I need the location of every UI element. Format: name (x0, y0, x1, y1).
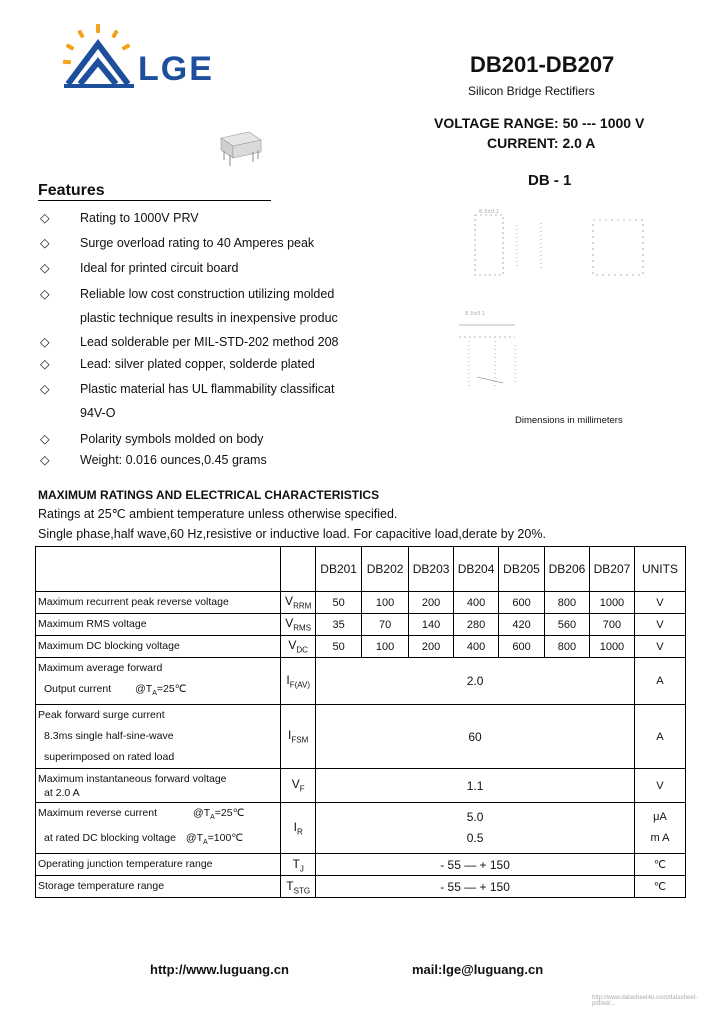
page-subtitle: Silicon Bridge Rectifiers (468, 84, 595, 98)
table-row: Maximum average forward Output current $@T_A=25℃$ $I_{F(AV)}$ 2.0 A (36, 658, 686, 705)
watermark: http://www.datasheet4u.com/datasheet-pdf/ed/... (592, 995, 698, 1007)
ratings-note: Ratings at 25℃ ambient temperature unless otherwise specified. (38, 507, 398, 521)
feature-item: ◇ Reliable low cost construction utilizing molded (40, 287, 335, 301)
diamond-icon: ◇ (40, 211, 50, 225)
logo-icon (60, 22, 138, 92)
table-header-row (36, 547, 686, 592)
column-header: DB207 (589, 547, 634, 592)
logo-text: LGE (138, 50, 214, 88)
feature-item: ◇ Weight: 0.016 ounces,0.45 grams (40, 453, 267, 467)
ratings-heading: MAXIMUM RATINGS AND ELECTRICAL CHARACTERISTICS (38, 488, 380, 502)
footer-url-link[interactable]: http://www.luguang.cn (150, 962, 289, 977)
feature-item: ◇ Lead solderable per MIL-STD-202 method 208 (40, 335, 339, 349)
table-row: Maximum recurrent peak reverse voltage $V_{RRM}$ 50 100 200 400 600 800 1000 V (36, 592, 686, 614)
svg-text:8.3±0.1: 8.3±0.1 (479, 209, 500, 215)
footer-mail-link[interactable]: mail:lge@luguang.cn (412, 962, 544, 977)
column-header: DB205 (499, 547, 545, 592)
diamond-icon: ◇ (40, 357, 50, 371)
ratings-table (35, 546, 686, 898)
column-header: DB201 (316, 547, 362, 592)
table-row: Operating junction temperature range $T_J$ - 55 — + 150 ℃ (36, 854, 686, 876)
column-header: DB203 (409, 547, 454, 592)
diamond-icon: ◇ (40, 236, 50, 250)
diamond-icon: ◇ (40, 453, 50, 467)
diamond-icon: ◇ (40, 261, 50, 275)
dimensions-caption: Dimensions in millimeters (515, 415, 623, 426)
feature-item: ◇ Polarity symbols molded on body (40, 432, 264, 446)
features-underline (38, 200, 271, 201)
table-row: Peak forward surge current 8.3ms single half-sine-wave superimposed on rated load $I_{FSM}$ 60 A (36, 705, 686, 769)
page-title: DB201-DB207 (470, 52, 615, 77)
ratings-note: Single phase,half wave,60 Hz,resistive or inductive load. For capacitive load,derate by 20%. (38, 527, 546, 541)
diamond-icon: ◇ (40, 335, 50, 349)
feature-item: ◇ Surge overload rating to 40 Amperes peak (40, 236, 315, 250)
voltage-range: VOLTAGE RANGE: 50 --- 1000 V (434, 115, 645, 131)
table-row: Maximum reverse current $@T_A=25℃$ at rated DC blocking voltage $@T_A=100℃$ $I_R$ 5.0 0.5 μA m A (36, 803, 686, 854)
feature-item: ◇ Lead: silver plated copper, solderde plated (40, 357, 315, 371)
column-header: DB202 (362, 547, 409, 592)
current-rating: CURRENT: 2.0 A (487, 135, 596, 151)
feature-item: plastic technique results in inexpensive produc (80, 311, 338, 325)
feature-item: ◇ Rating to 1000V PRV (40, 211, 199, 225)
svg-text:8.3±0.1: 8.3±0.1 (465, 311, 486, 317)
feature-item: ◇ Plastic material has UL flammability classificat (40, 382, 335, 396)
component-image (215, 128, 265, 170)
dimension-drawing (455, 205, 655, 410)
table-row: Maximum RMS voltage $V_{RMS}$ 35 70 140 280 420 560 700 V (36, 614, 686, 636)
diamond-icon: ◇ (40, 287, 50, 301)
table-row: Maximum instantaneous forward voltage at 2.0 A $V_F$ 1.1 V (36, 769, 686, 803)
feature-item: ◇ Ideal for printed circuit board (40, 261, 239, 275)
column-header: DB204 (454, 547, 499, 592)
features-heading: Features (38, 182, 105, 199)
feature-item: 94V-O (80, 406, 116, 420)
table-row: Maximum DC blocking voltage $V_{DC}$ 50 100 200 400 600 800 1000 V (36, 636, 686, 658)
package-name: DB - 1 (528, 172, 572, 189)
diamond-icon: ◇ (40, 432, 50, 446)
table-row: Storage temperature range $T_{STG}$ - 55 — + 150 ℃ (36, 876, 686, 898)
column-header: DB206 (545, 547, 590, 592)
diamond-icon: ◇ (40, 382, 50, 396)
column-header: UNITS (634, 547, 685, 592)
